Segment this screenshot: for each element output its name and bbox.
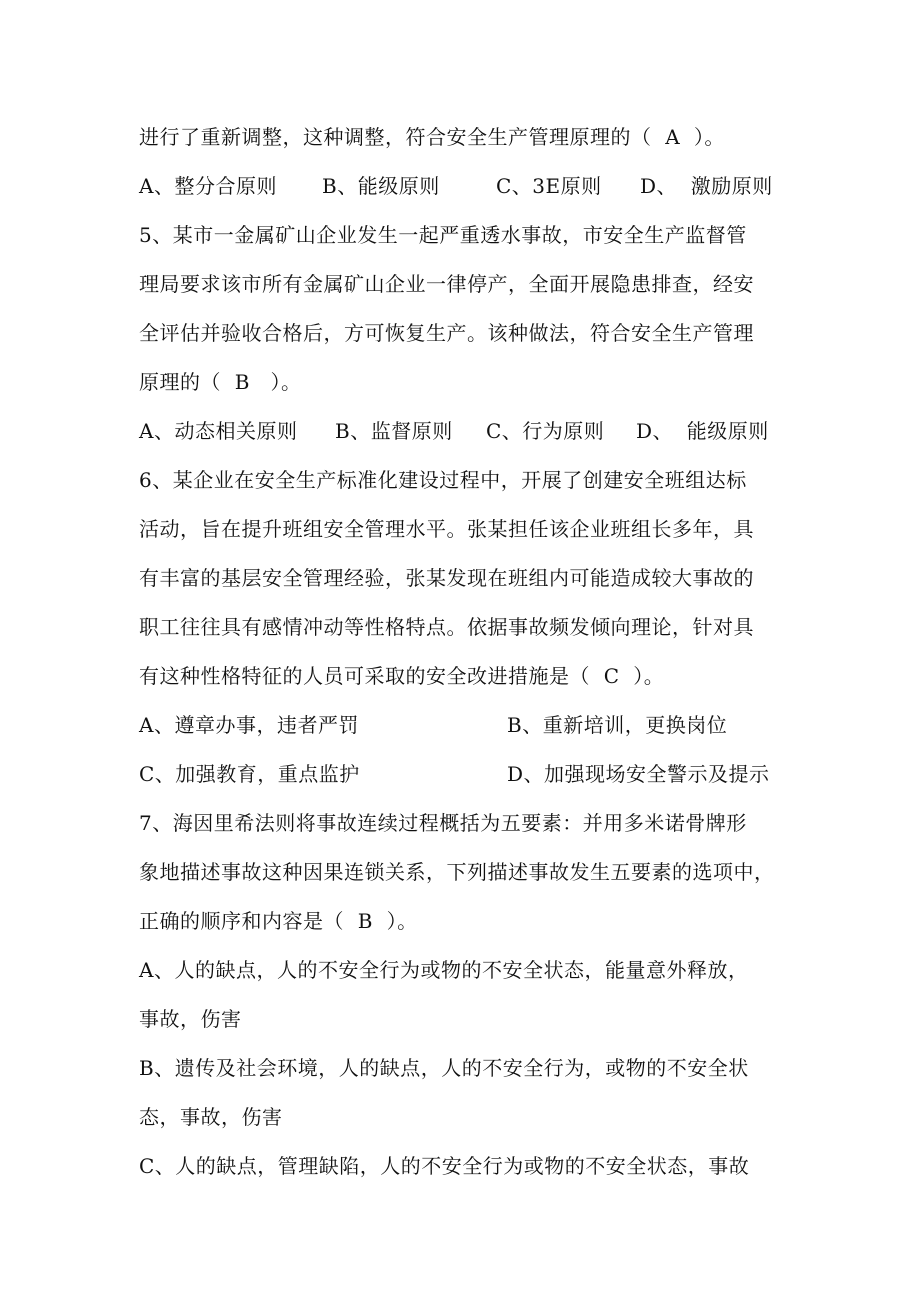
option-b: B、监督原则	[335, 419, 453, 443]
option-c: C、3E原则	[496, 174, 602, 198]
text-line: 全评估并验收合格后，方可恢复生产。该种做法，符合安全生产管理	[139, 321, 754, 345]
text-line: 有这种性格特征的人员可采取的安全改进措施是（ C ）。	[139, 664, 665, 688]
option-b: B、重新培训，更换岗位	[507, 713, 728, 737]
option-b: B、遗传及社会环境，人的缺点，人的不安全行为，或物的不安全状	[139, 1056, 749, 1080]
text-line: 事故，伤害	[139, 1007, 242, 1031]
text-line: 理局要求该市所有金属矿山企业一律停产，全面开展隐患排查，经安	[139, 272, 754, 296]
question-7-line: 7、海因里希法则将事故连续过程概括为五要素：并用多米诺骨牌形	[139, 811, 747, 835]
option-b: B、能级原则	[322, 174, 440, 198]
text-line: 有丰富的基层安全管理经验，张某发现在班组内可能造成较大事故的	[139, 566, 754, 590]
option-c: C、人的缺点，管理缺陷，人的不安全行为或物的不安全状态，事故	[139, 1154, 750, 1178]
option-a: A、遵章办事，违者严罚	[139, 713, 359, 737]
text-line: 活动，旨在提升班组安全管理水平。张某担任该企业班组长多年，具	[139, 517, 754, 541]
text-line: 正确的顺序和内容是（ B ）。	[139, 909, 418, 933]
option-c: C、行为原则	[486, 419, 605, 443]
option-c: C、加强教育，重点监护	[139, 762, 360, 786]
question-6-line: 6、某企业在安全生产标准化建设过程中，开展了创建安全班组达标	[139, 468, 747, 492]
option-d: D、 激励原则	[640, 174, 773, 198]
option-a: A、动态相关原则	[139, 419, 298, 443]
text-line: 态，事故，伤害	[139, 1105, 283, 1129]
option-d: D、 能级原则	[636, 419, 769, 443]
option-d: D、加强现场安全警示及提示	[507, 762, 770, 786]
option-a: A、整分合原则	[139, 174, 277, 198]
text-line: 进行了重新调整，这种调整，符合安全生产管理原理的（ A ）。	[139, 125, 725, 149]
text-line: 职工往往具有感情冲动等性格特点。依据事故频发倾向理论，针对具	[139, 615, 754, 639]
question-5-line: 5、某市一金属矿山企业发生一起严重透水事故，市安全生产监督管	[139, 223, 747, 247]
option-a: A、人的缺点，人的不安全行为或物的不安全状态，能量意外释放，	[139, 958, 749, 982]
text-line: 象地描述事故这种因果连锁关系，下列描述事故发生五要素的选项中，	[139, 860, 775, 884]
text-line: 原理的（ B ）。	[139, 370, 302, 394]
